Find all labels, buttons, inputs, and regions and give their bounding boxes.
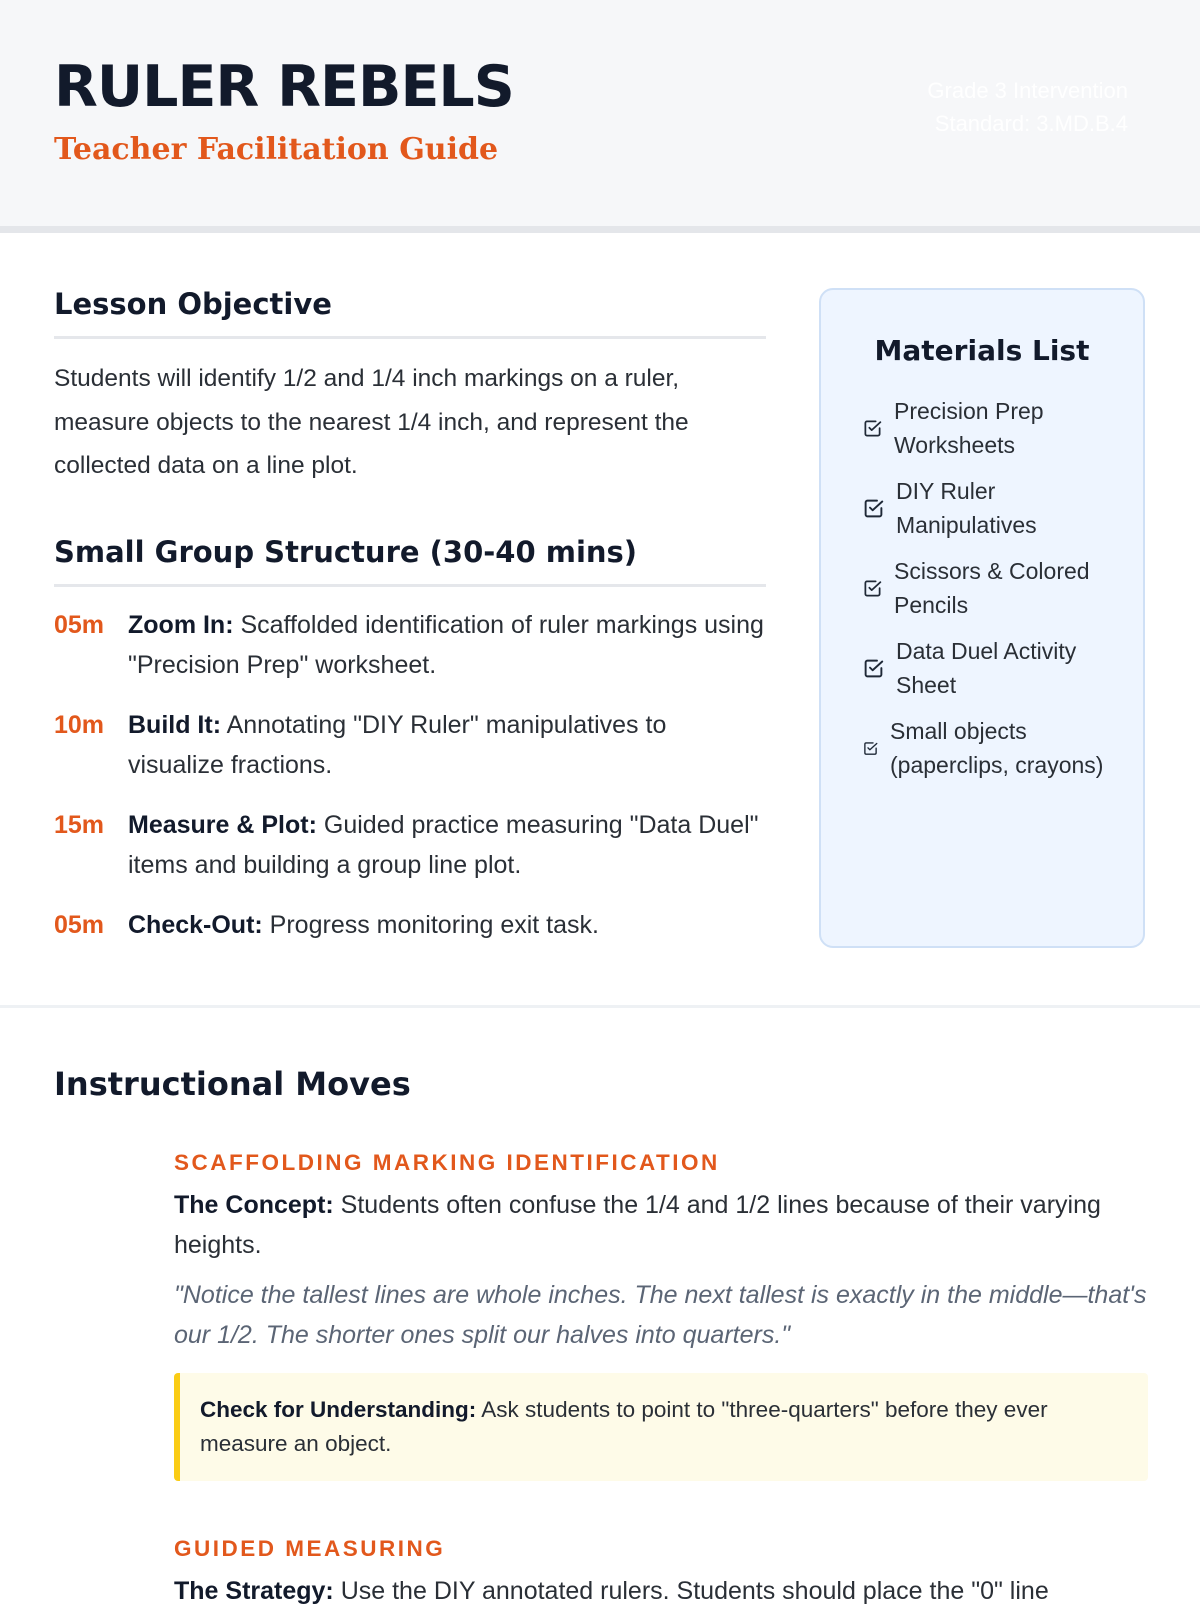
materials-item bbox=[863, 474, 1121, 542]
check-square-icon bbox=[863, 579, 882, 598]
step-label: Zoom In: bbox=[128, 610, 234, 639]
moves-heading: Instructional Moves bbox=[54, 1065, 411, 1103]
step-time: 05m bbox=[54, 910, 105, 939]
move-concept bbox=[174, 1185, 1148, 1265]
structure-steps bbox=[54, 605, 766, 945]
structure-step bbox=[54, 905, 766, 945]
step-label: Measure & Plot: bbox=[128, 810, 317, 839]
section-divider bbox=[0, 1005, 1200, 1008]
strategy-label: The Strategy: bbox=[174, 1577, 334, 1605]
objective-heading: Lesson Objective bbox=[54, 284, 766, 339]
check-label: Check for Understanding: bbox=[200, 1397, 477, 1422]
step-text: Scaffolded identification of ruler markings using "Precision Prep" worksheet. bbox=[128, 610, 764, 679]
step-time: 10m bbox=[54, 710, 105, 739]
materials-item-label: Small objects (paperclips, crayons) bbox=[890, 718, 1104, 778]
instructional-moves bbox=[174, 1147, 1148, 1611]
materials-item bbox=[863, 634, 1121, 702]
materials-item bbox=[863, 394, 1121, 462]
move-title: GUIDED MEASURING bbox=[174, 1536, 446, 1561]
left-column bbox=[54, 284, 766, 965]
check-square-icon bbox=[863, 419, 882, 438]
materials-heading: Materials List bbox=[874, 334, 1090, 367]
step-text: Progress monitoring exit task. bbox=[262, 910, 599, 939]
page-header bbox=[0, 0, 1200, 233]
check-square-icon bbox=[863, 658, 884, 679]
step-time: 05m bbox=[54, 610, 105, 639]
step-label: Build It: bbox=[128, 710, 222, 739]
move-guided-measuring bbox=[174, 1533, 1148, 1611]
step-time: 15m bbox=[54, 810, 105, 839]
materials-item-label: Data Duel Activity Sheet bbox=[896, 638, 1077, 698]
standard-label: Standard: 3.MD.B.4 bbox=[934, 111, 1128, 136]
check-square-icon bbox=[863, 741, 878, 756]
step-description bbox=[128, 905, 599, 945]
materials-item-label: DIY Ruler Manipulatives bbox=[896, 478, 1037, 538]
check-square-icon bbox=[863, 498, 884, 519]
objective-text: Students will identify 1/2 and 1/4 inch markings on a ruler, measure objects to the nearest 1/4 inch, and represent the collected data on a line plot. bbox=[54, 365, 689, 479]
structure-step bbox=[54, 605, 766, 685]
page-subtitle: Teacher Facilitation Guide bbox=[54, 132, 499, 167]
move-scaffolding bbox=[174, 1147, 1148, 1481]
grade-label: Grade 3 Intervention bbox=[927, 78, 1128, 103]
move-strategy bbox=[174, 1571, 1148, 1611]
materials-item bbox=[863, 714, 1121, 782]
materials-item-label: Precision Prep Worksheets bbox=[894, 398, 1044, 458]
check-text: Ask students to point to "three-quarters" before they ever measure an object. bbox=[200, 1397, 1048, 1456]
concept-label: The Concept: bbox=[174, 1191, 334, 1219]
step-text: Annotating "DIY Ruler" manipulatives to visualize fractions. bbox=[128, 710, 667, 779]
structure-step bbox=[54, 805, 766, 885]
page-title: RULER REBELS bbox=[54, 54, 514, 120]
step-text: Guided practice measuring "Data Duel" items and building a group line plot. bbox=[128, 810, 759, 879]
strategy-text: Use the DIY annotated rulers. Students should place the "0" line bbox=[333, 1577, 1049, 1605]
structure-heading: Small Group Structure (30-40 mins) bbox=[54, 532, 766, 587]
header-meta bbox=[927, 74, 1128, 140]
move-title: SCAFFOLDING MARKING IDENTIFICATION bbox=[174, 1150, 720, 1175]
step-description bbox=[128, 605, 766, 685]
concept-text: Students often confuse the 1/4 and 1/2 lines because of their varying heights. bbox=[174, 1191, 1101, 1259]
check-for-understanding-callout bbox=[174, 1373, 1148, 1481]
step-label: Check-Out: bbox=[128, 910, 263, 939]
step-description bbox=[128, 805, 766, 885]
materials-item bbox=[863, 554, 1121, 622]
move-quote: "Notice the tallest lines are whole inches. The next tallest is exactly in the middle—that's our 1/2. The shorter ones split our halves into quarters." bbox=[174, 1281, 1147, 1349]
materials-list bbox=[863, 394, 1121, 782]
materials-item-label: Scissors & Colored Pencils bbox=[894, 558, 1090, 618]
step-description bbox=[128, 705, 766, 785]
materials-panel bbox=[819, 288, 1145, 948]
structure-step bbox=[54, 705, 766, 785]
